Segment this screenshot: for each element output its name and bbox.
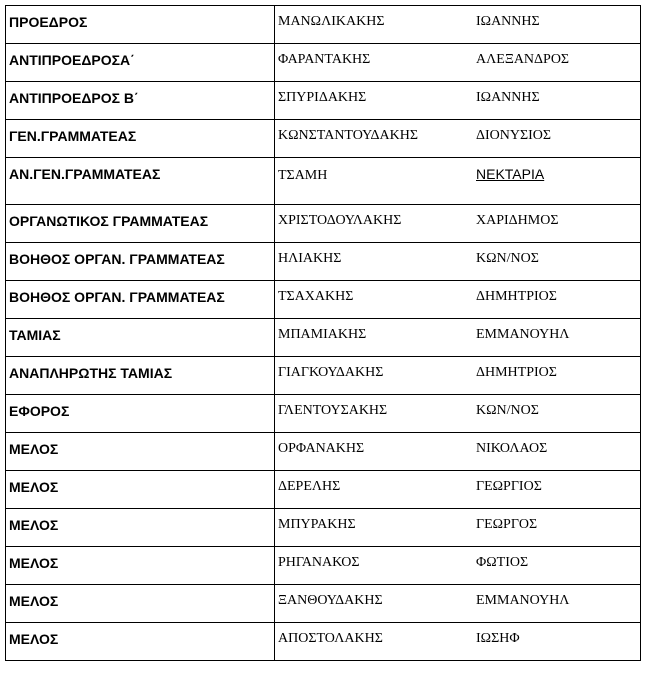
first-name-text: ΔΗΜΗΤΡΙΟΣ — [476, 289, 557, 304]
surname-text: ΟΡΦΑΝΑΚΗΣ — [278, 441, 365, 456]
name-cell — [275, 471, 641, 509]
table-row — [6, 243, 641, 281]
role-cell — [6, 205, 275, 243]
surname-text: ΗΛΙΑΚΗΣ — [278, 251, 342, 266]
table-row — [6, 120, 641, 158]
surname-text: ΜΠΑΜΙΑΚΗΣ — [278, 327, 367, 342]
name-cell — [275, 433, 641, 471]
surname-text: ΜΑΝΩΛΙΚΑΚΗΣ — [278, 14, 385, 29]
table-row — [6, 509, 641, 547]
role-cell — [6, 509, 275, 547]
table-row — [6, 395, 641, 433]
name-cell — [275, 82, 641, 120]
first-name-text: ΝΙΚΟΛΑΟΣ — [476, 441, 548, 456]
table-row — [6, 82, 641, 120]
name-cell — [275, 281, 641, 319]
surname-text: ΓΙΑΓΚΟΥΔΑΚΗΣ — [278, 365, 384, 380]
name-cell — [275, 243, 641, 281]
first-name-text: ΚΩΝ/ΝΟΣ — [476, 403, 539, 418]
role-cell — [6, 82, 275, 120]
role-text: ΑΝΑΠΛΗΡΩΤΗΣ ΤΑΜΙΑΣ — [9, 365, 173, 381]
surname-text: ΤΣΑΧΑΚΗΣ — [278, 289, 354, 304]
first-name-text: ΑΛΕΞΑΝΔΡΟΣ — [476, 52, 570, 67]
surname-text: ΞΑΝΘΟΥΔΑΚΗΣ — [278, 593, 383, 608]
table-row — [6, 319, 641, 357]
first-name-text: ΝΕΚΤΑΡΙΑ — [476, 166, 545, 182]
table-row — [6, 44, 641, 82]
role-text: ΑΝΤΙΠΡΟΕΔΡΟΣ Β΄ — [9, 90, 139, 106]
first-name-text: ΕΜΜΑΝΟΥΗΛ — [476, 327, 570, 342]
table-row — [6, 205, 641, 243]
surname-text: ΧΡΙΣΤΟΔΟΥΛΑΚΗΣ — [278, 213, 402, 228]
role-cell — [6, 623, 275, 661]
surname-text: ΤΣΑΜΗ — [278, 168, 328, 183]
first-name-text: ΓΕΩΡΓΟΣ — [476, 517, 538, 532]
role-text: ΜΕΛΟΣ — [9, 631, 59, 647]
first-name-text: ΦΩΤΙΟΣ — [476, 555, 529, 570]
first-name-text: ΔΙΟΝΥΣΙΟΣ — [476, 128, 552, 143]
role-text: ΒΟΗΘΟΣ ΟΡΓΑΝ. ΓΡΑΜΜΑΤΕΑΣ — [9, 289, 225, 305]
role-cell — [6, 44, 275, 82]
table-row — [6, 623, 641, 661]
role-text: ΜΕΛΟΣ — [9, 441, 59, 457]
surname-text: ΣΠΥΡΙΔΑΚΗΣ — [278, 90, 367, 105]
surname-text: ΚΩΝΣΤΑΝΤΟΥΔΑΚΗΣ — [278, 128, 418, 143]
role-cell — [6, 243, 275, 281]
role-text: ΤΑΜΙΑΣ — [9, 327, 61, 343]
name-cell — [275, 585, 641, 623]
first-name-text: ΕΜΜΑΝΟΥΗΛ — [476, 593, 570, 608]
name-cell — [275, 44, 641, 82]
role-text: ΑΝΤΙΠΡΟΕΔΡΟΣΑ΄ — [9, 52, 135, 68]
role-text: ΠΡΟΕΔΡΟΣ — [9, 14, 88, 30]
role-text: ΟΡΓΑΝΩΤΙΚΟΣ ΓΡΑΜΜΑΤΕΑΣ — [9, 213, 209, 229]
table-row — [6, 433, 641, 471]
first-name-text: ΓΕΩΡΓΙΟΣ — [476, 479, 542, 494]
surname-text: ΓΛΕΝΤΟΥΣΑΚΗΣ — [278, 403, 388, 418]
name-cell — [275, 6, 641, 44]
surname-text: ΜΠΥΡΑΚΗΣ — [278, 517, 356, 532]
table-body — [6, 6, 641, 661]
table-row — [6, 158, 641, 205]
name-cell — [275, 319, 641, 357]
role-cell — [6, 547, 275, 585]
role-text: ΑΝ.ΓΕΝ.ΓΡΑΜΜΑΤΕΑΣ — [9, 166, 161, 182]
surname-text: ΡΗΓΑΝΑΚΟΣ — [278, 555, 360, 570]
role-cell — [6, 433, 275, 471]
first-name-text: ΚΩΝ/ΝΟΣ — [476, 251, 539, 266]
role-cell — [6, 158, 275, 205]
name-cell — [275, 509, 641, 547]
name-cell — [275, 357, 641, 395]
name-cell — [275, 395, 641, 433]
role-text: ΒΟΗΘΟΣ ΟΡΓΑΝ. ΓΡΑΜΜΑΤΕΑΣ — [9, 251, 225, 267]
name-cell — [275, 623, 641, 661]
board-members-table — [5, 5, 641, 661]
name-cell — [275, 547, 641, 585]
table-row — [6, 281, 641, 319]
surname-text: ΔΕΡΕΛΗΣ — [278, 479, 341, 494]
role-text: ΜΕΛΟΣ — [9, 593, 59, 609]
role-cell — [6, 585, 275, 623]
role-cell — [6, 395, 275, 433]
surname-text: ΑΠΟΣΤΟΛΑΚΗΣ — [278, 631, 383, 646]
role-text: ΓΕΝ.ΓΡΑΜΜΑΤΕΑΣ — [9, 128, 137, 144]
role-cell — [6, 120, 275, 158]
surname-text: ΦΑΡΑΝΤΑΚΗΣ — [278, 52, 371, 67]
role-cell — [6, 6, 275, 44]
role-cell — [6, 281, 275, 319]
first-name-text: ΔΗΜΗΤΡΙΟΣ — [476, 365, 557, 380]
role-cell — [6, 471, 275, 509]
first-name-text: ΙΩΑΝΝΗΣ — [476, 90, 540, 105]
first-name-text: ΙΩΑΝΝΗΣ — [476, 14, 540, 29]
table-row — [6, 585, 641, 623]
role-text: ΜΕΛΟΣ — [9, 479, 59, 495]
table-row — [6, 6, 641, 44]
first-name-text: ΧΑΡΙΔΗΜΟΣ — [476, 213, 559, 228]
table-row — [6, 357, 641, 395]
role-cell — [6, 319, 275, 357]
name-cell — [275, 158, 641, 205]
name-cell — [275, 120, 641, 158]
role-cell — [6, 357, 275, 395]
role-text: ΜΕΛΟΣ — [9, 555, 59, 571]
role-text: ΜΕΛΟΣ — [9, 517, 59, 533]
table-row — [6, 547, 641, 585]
name-cell — [275, 205, 641, 243]
first-name-text: ΙΩΣΗΦ — [476, 631, 520, 646]
role-text: ΕΦΟΡΟΣ — [9, 403, 70, 419]
table-row — [6, 471, 641, 509]
